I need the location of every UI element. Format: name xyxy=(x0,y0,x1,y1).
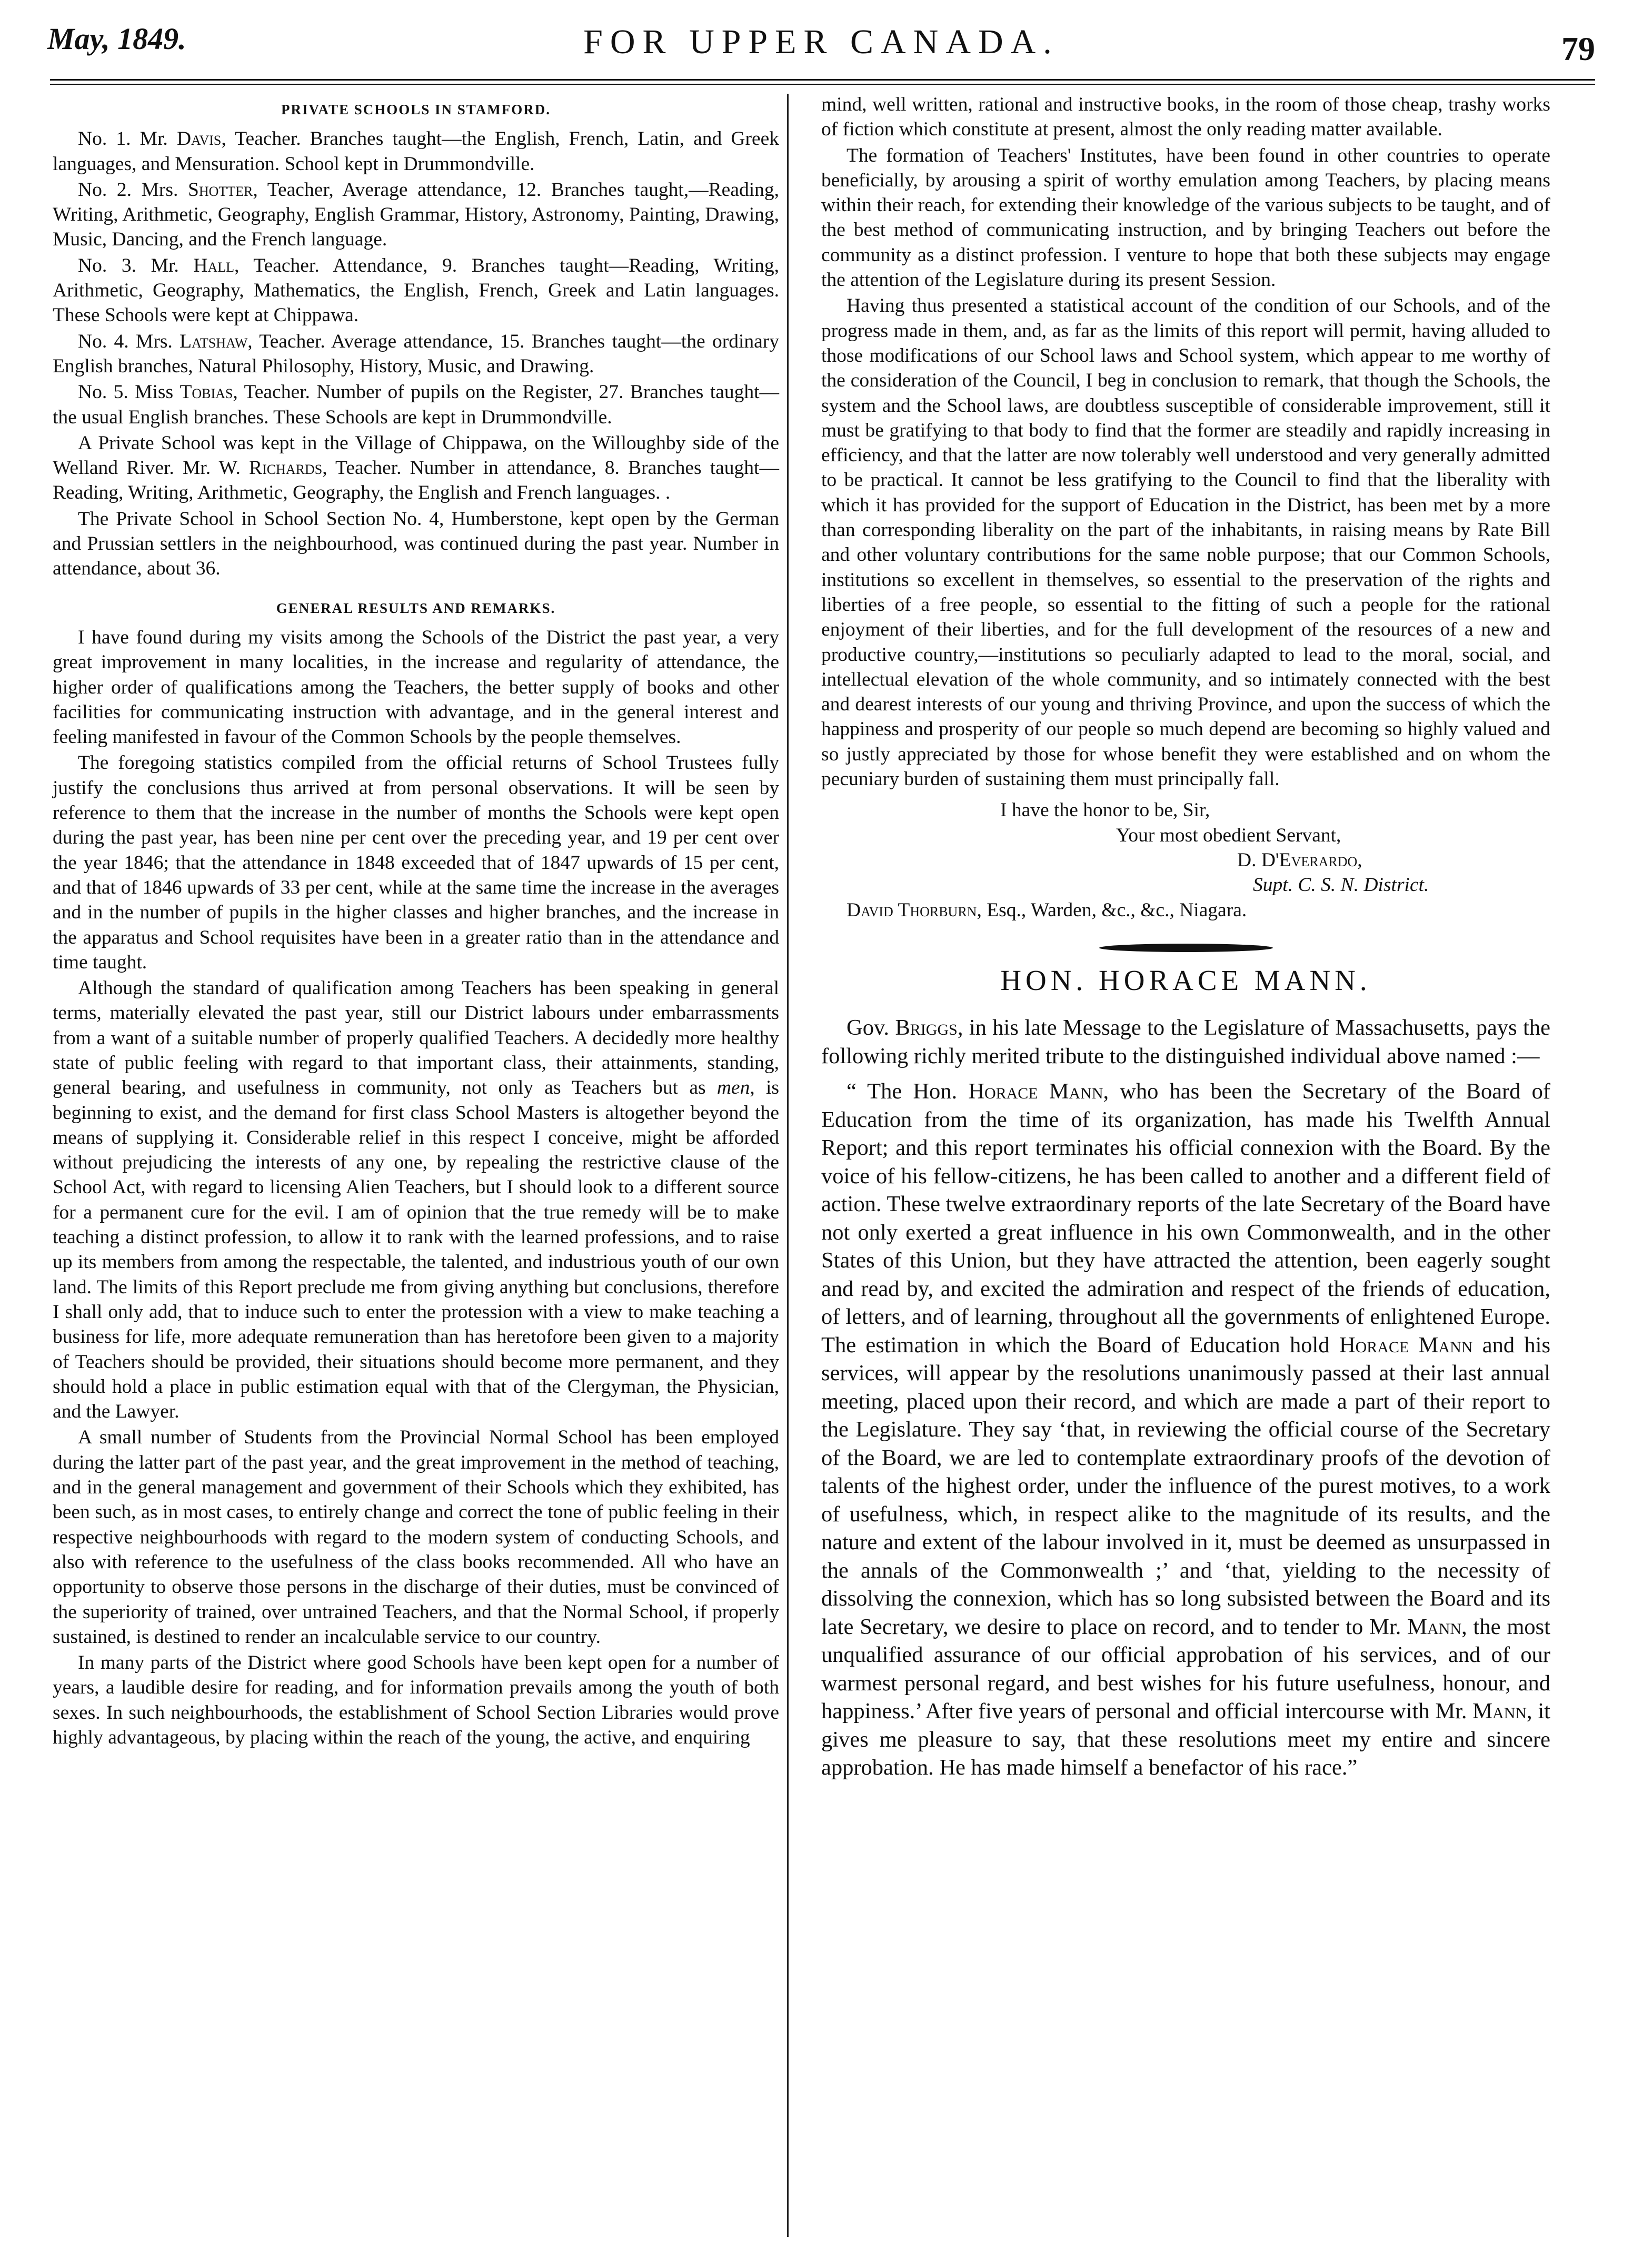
paragraph xyxy=(53,177,779,252)
teacher-name: Shotter xyxy=(188,179,253,201)
page-header xyxy=(47,11,1595,74)
header-rule xyxy=(50,79,1595,85)
text: , Teacher. Attendance, 9. Branches taught—Reading, Writing, Arithmetic, Geography, Mathematics, the English, French, Greek and Latin languages. These Schools were kept at Chippawa. xyxy=(53,254,779,326)
text: No. 1. Mr. xyxy=(78,128,177,150)
person-name: Mann xyxy=(1472,1699,1527,1724)
paragraph xyxy=(53,976,779,1424)
person-name: Horace Mann xyxy=(1339,1332,1473,1358)
text: No. 2. Mrs. xyxy=(78,179,188,201)
paragraph-continued: mind, well written, rational and instructive books, in the room of those cheap, trashy works of fiction which constitute at present, almost the only reading matter available. xyxy=(821,94,1550,141)
paragraph: A small number of Students from the Provincial Normal School has been employed during the latter part of the past year, and the great improvement in the method of teaching, and in the general management and government of their Schools which they exhibited, has been such, as in most cases, to entirely change and correct the tone of public feeling in their respective neighbourhoods with regard to the modern system of conducting Schools, and also with reference to the usefulness of the class books recommended. All who have an opportunity to observe those persons in the discharge of their duties, must be convinced of the superiority of trained, over untrained Teachers, and that the Normal School, if properly sustained, is destined to render an incalculable service to our country. xyxy=(53,1427,779,1648)
teacher-name: Tobias xyxy=(180,381,233,403)
signature-name: D. D'Everardo, xyxy=(1237,849,1362,871)
left-column xyxy=(53,92,779,1750)
paragraph: The foregoing statistics compiled from the official returns of School Trustees fully justify the conclusions thus arrived at from personal observations. It will be seen by reference to them that the increase in the number of months the Schools were kept open during the past year, has been nine per cent over the preceding year, and 19 per cent over the year 1846; that the attendance in 1848 exceeded that of 1847 upwards of 15 per cent, and that of 1846 upwards of 33 per cent, while at the same time the increase in the averages and in the number of pupils in the higher classes and higher branches, and the increase in the apparatus and School requisites have been in a greater ratio than in the attendance and time taught. xyxy=(53,752,779,973)
teacher-name: Latshaw xyxy=(180,330,248,352)
person-name: Horace Mann xyxy=(968,1079,1103,1104)
paragraph: Having thus presented a statistical account of the condition of our Schools, and of the progress made in them, and, as far as the limits of this report will permit, having alluded to those modifications of our School laws and School system, which appear to me worthy of the consideration of the Council, I beg in conclusion to remark, that though the Schools, the system and the School laws, are doubtless susceptible of considerable improvement, still it must be gratifying to that body to find that the former are steadily and rapidly increasing in efficiency, and that the latter are now tolerably well understood and very generally admitted to be practical. It cannot be less gratifying to the Council to find that the liberality with which it has provided for the support of Education in the District, has been met by a more than corresponding liberality on the part of the inhabitants, in raising means by Rate Bill and other voluntary contributions for the same noble purpose; that our Common Schools, institutions so excellent in themselves, so essential to the preservation of the rights and liberties of a free people, so essential to the fitting of such a people for the rational enjoyment of their liberties, and for the full development of the resources of a new and productive country,—institutions so peculiarly adapted to lead to the moral, social, and intellectual elevation of the whole community, and so intimately connected with the best and dearest interests of our young and thriving Province, and upon the success of which the happiness and prosperity of our people so much depend are becoming so highly valued and so justly appreciated by those for whose benefit they were established and on whom the pecuniary burden of sustaining them must principally fall. xyxy=(821,295,1550,790)
text: , it gives me pleasure to say, that these resolutions meet my entire and sincere approbation. He has made himself a benefactor of his race.” xyxy=(821,1699,1550,1780)
text: , Teacher. Number in attendance, 8. Branches taught—Reading, Writing, Arithmetic, Geography, the English and French languages. . xyxy=(53,457,779,504)
paragraph: The formation of Teachers' Institutes, have been found in other countries to operate beneficially, by arousing a spirit of worthy emulation among Teachers, by placing means within their reach, for extending their knowledge of the various subjects to be taught, and of the best method of communicating instruction, and by bringing Teachers out before the community as a distinct profession. I venture to hope that both these subjects may engage the attention of the Legislature during its present Session. xyxy=(821,144,1550,291)
text: , in his late Message to the Legislature of Massachusetts, pays the following richly merited tribute to the distinguished individual above named :— xyxy=(821,1015,1550,1068)
text: A Private School was kept in the Village of Chippawa, on the Willoughby side of the Welland River. Mr. W. xyxy=(53,432,779,479)
teacher-name: Davis xyxy=(176,128,222,150)
addressee-name: David Thorburn xyxy=(847,899,977,921)
closing-salutation: I have the honor to be, Sir, xyxy=(1000,799,1210,821)
text: , Teacher, Average attendance, 12. Branches taught,—Reading, Writing, Arithmetic, Geography, English Grammar, History, Astronomy, Painting, Drawing, Music, Dancing, and the French language. xyxy=(53,179,779,251)
addressee xyxy=(821,898,1550,923)
text: , is beginning to exist, and the demand for first class School Masters is altogether beyond the means of supplying it. Considerable relief in this respect I conceive, might be afforded without prejudicing the interests of any one, by repealing the restrictive clause of the School Act, with regard to licensing Alien Teachers, but I should look to a different source for a permanent cure for the evil. I am of opinion that the true remedy will be to make teaching a distinct profession, to allow it to rank with the learned professions, and to raise up its members from among the respectable, the talented, and industrious youth of our own land. The limits of this Report preclude me from giving anything but conclusions, therefore I shall only add, that to induce such to enter the protession with a view to make teaching a business for life, more adequate remuneration than has heretofore been given to a majority of Teachers should be provided, their situations should become more permanent, and they should hold a place in public estimation equal with that of the Clergyman, the Physician, and the Lawyer. xyxy=(53,1077,779,1423)
paragraph xyxy=(53,253,779,328)
text: , the most unqualified assurance of our official approbation of his services, and of our warmest personal regard, and best wishes for his future usefulness, honour, and happiness.’ After five years of personal and official intercourse with Mr. xyxy=(821,1614,1551,1724)
text: Gov. xyxy=(847,1015,895,1041)
running-title: FOR UPPER CANADA. xyxy=(583,23,1059,61)
paragraph: In many parts of the District where good Schools have been kept open for a number of years, a laudible desire for reading, and for information prevails among the youth of both sexes. In such neighbourhoods, the establishment of School Section Libraries would prove highly advantageous, by placing within the reach of the young, the active, and enquiring xyxy=(53,1652,779,1748)
text: , Esq., Warden, &c., &c., Niagara. xyxy=(977,899,1247,921)
emphasis: men xyxy=(716,1077,750,1099)
text: No. 3. Mr. xyxy=(78,254,194,276)
letter-closing xyxy=(821,798,1550,922)
quotation-paragraph xyxy=(821,1077,1550,1782)
text: Although the standard of qualification among Teachers has been speaking in general terms, materially elevated the past year, still our District labours under embarrassments from a want of a suitable number of properly qualified Teachers. A decidedly more healthy state of public feeling with regard to that important class, their attainments, standing, general bearing, and usefulness in community, not only as Teachers but as xyxy=(53,977,779,1099)
paragraph xyxy=(821,1014,1550,1070)
paragraph xyxy=(53,329,779,379)
issue-date: May, 1849. xyxy=(47,22,186,56)
person-name: Mann xyxy=(1407,1614,1462,1639)
paragraph: The Private School in School Section No. 4, Humberstone, kept open by the German and Prussian settlers in the neighbourhood, was continued during the past year. Number in attendance, about 36. xyxy=(53,508,779,580)
text: , Teacher. Number of pupils on the Register, 27. Branches taught—the usual English branches. These Schools are kept in Drummondville. xyxy=(53,381,780,428)
article-title: HON. HORACE MANN. xyxy=(1000,964,1371,996)
right-column xyxy=(821,92,1550,1782)
paragraph xyxy=(53,380,779,430)
section-title-private-schools: PRIVATE SCHOOLS IN STAMFORD. xyxy=(281,102,551,117)
text: No. 4. Mrs. xyxy=(78,330,180,352)
section-title-general-results: GENERAL RESULTS AND REMARKS. xyxy=(276,600,556,616)
teacher-name: Richards xyxy=(249,457,323,479)
text: No. 5. Miss xyxy=(78,381,180,403)
paragraph xyxy=(53,126,779,176)
text: , Teacher. Branches taught—the English, French, Latin, and Greek languages, and Mensuration. School kept in Drummondville. xyxy=(53,128,779,175)
closing-servant: Your most obedient Servant, xyxy=(1116,824,1341,846)
signature-title: Supt. C. S. N. District. xyxy=(1253,874,1429,896)
text: “ The Hon. xyxy=(847,1079,969,1104)
person-name: Briggs xyxy=(895,1015,958,1041)
column-divider xyxy=(787,94,789,2237)
paragraph xyxy=(53,431,779,506)
page-number: 79 xyxy=(1561,30,1595,67)
text: and his services, will appear by the resolutions unanimously passed at their last annual meeting, placed upon their record, and which are made a part of their report to the Legislature. They say ‘that, in reviewing the official course of the Secretary of the Board, we are led to contemplate extraordinary proofs of the devotion of talents of the highest order, under the influence of the purest motives, to a work of usefulness, which, in respect alike to the magnitude of its results, and the nature and extent of the labour involved in it, must be deemed as unsurpassed in the annals of the Commonwealth ;’ and ‘that, yielding to the necessity of dissolving the connexion, which has so long subsisted between the Board and its late Secretary, we desire to place on record, and to tender to Mr. xyxy=(821,1332,1550,1639)
text: , Teacher. Average attendance, 15. Branches taught—the ordinary English branches, Natural Philosophy, History, Music, and Drawing. xyxy=(53,330,779,377)
teacher-name: Hall xyxy=(193,254,234,276)
paragraph: I have found during my visits among the Schools of the District the past year, a very great improvement in many localities, in the increase and regularity of attendance, the higher order of qualifications among the Teachers, the better supply of books and other facilities for communicating instruction with advantage, and in the general interest and feeling manifested in favour of the Common Schools by the people themselves. xyxy=(53,626,779,748)
text: , who has been the Secretary of the Board of Education from the time of its organization, has made his Twelfth Annual Report; and this report terminates his official connexion with the Board. By the voice of his fellow-citizens, he has been called to another and a different field of action. These twelve extraordinary reports of the late Secretary of the Board have not only exerted a great influence in his own Commonwealth, and in the other States of this Union, but they have attracted the attention, been eagerly sought and read by, and excited the admiration and respect of the friends of education, of letters, and of learning, throughout all the governments of enlightened Europe. The estimation in which the Board of Education hold xyxy=(821,1079,1550,1358)
section-ornament xyxy=(1099,944,1273,952)
